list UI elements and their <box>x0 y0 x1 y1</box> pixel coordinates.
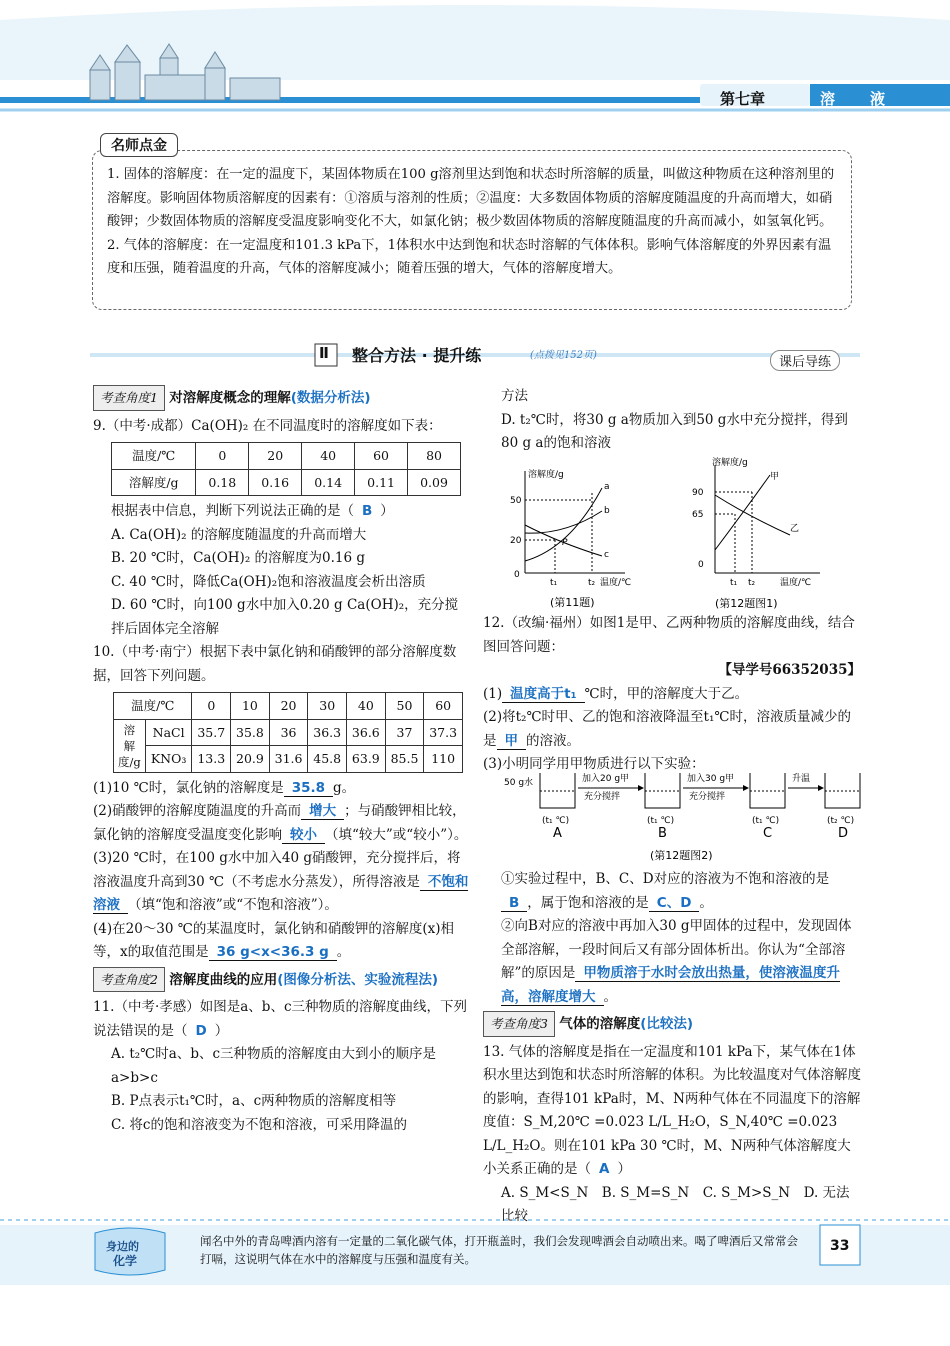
q9-option: A. Ca(OH)₂ 的溶解度随温度的升高而增大 <box>111 526 367 543</box>
q12-2-answer: 甲 <box>497 733 527 750</box>
g12-t1: t₁ <box>730 578 738 588</box>
exp-stir2: 充分搅拌 <box>689 792 726 802</box>
t9-row-cell: 0.14 <box>302 469 355 496</box>
t10-header-cell: 50 <box>385 693 424 720</box>
q10-2-answer2: 较小 <box>282 827 325 844</box>
header-decoration <box>0 0 950 125</box>
t10-nacl-cell: 35.7 <box>192 719 231 746</box>
t10-nacl-cell: 36.3 <box>308 719 347 746</box>
section-tag: 课后导练 <box>770 350 840 371</box>
exp-C: C <box>763 826 773 841</box>
t10-nacl-cell: 36.6 <box>347 719 386 746</box>
t9-row-cell: 0.16 <box>249 469 302 496</box>
t9-row-cell: 0.09 <box>408 469 461 496</box>
g12-y65: 65 <box>692 510 704 520</box>
q9-answer: B <box>362 503 373 519</box>
right-column-3: ①实验过程中，B、C、D对应的溶液为不饱和溶液的是B ，属于饱和溶液的是 C、D 。 ②向B对应的溶液中再加入30 g甲固体的过程中，发现固体全部溶解，一段时间后又有部分固体析出。你认为“全部溶解”的原因是 甲物质溶于水时会放出热量，使溶液温度升高，溶解度增大 。 考查角度3 气体的溶解度(比较法) 13. 气体的溶解度是指在一定温度和101 kPa下，某气体在1体积水里达到饱和状态时所溶解的体积。为比较温度对气体溶解度的影响，查得101 kPa时，M、N两种气体在不同温度下的溶解度值：S_M,20℃ =0.023 L/L_H₂O，S_N,40℃ =0.023 L/L_H₂O。则在101 kPa 30 ℃时，M、N两种气体溶解度大小关系正确的是（ A ） A. S_M<S_N B. S_M=S_N C. S_M>S_N D. 无法比较 <box>483 868 861 1229</box>
g12-t2: t₂ <box>748 578 756 588</box>
t9-header-cell: 60 <box>355 443 408 470</box>
beaker-b <box>645 773 680 808</box>
exp-water: 50 g水 <box>504 778 534 788</box>
angle3-title: 气体的溶解度 <box>559 1016 641 1032</box>
tip-box <box>92 150 852 310</box>
t9-header-cell: 80 <box>408 443 461 470</box>
g11-c: c <box>604 550 609 560</box>
graph-q11 <box>500 463 650 613</box>
g12-y0: 0 <box>698 560 704 570</box>
q10-3-answer: 不饱和溶液 <box>93 873 469 913</box>
section-ref: (点拨见152页) <box>530 350 597 361</box>
q10-2-end: （填“较大”或“较小”）。 <box>325 826 468 843</box>
t9-row-cell: 0.11 <box>355 469 408 496</box>
t9-header-cell: 温度/℃ <box>112 443 196 470</box>
section-number: Ⅱ <box>319 344 329 362</box>
q13-text: 13. 气体的溶解度是指在一定温度和101 kPa下，某气体在1体积水里达到饱和状态时所溶解的体积。为比较温度对气体溶解度的影响，查得101 kPa时，M、N两种气体在不同温度下的溶解度值：S_M,20℃ =0.023 L/L_H₂O，S_N,40℃ =0.023 L/L_H₂O。则在101 kPa 30 ℃时，M、N两种气体溶解度大小关系正确的是（ <box>483 1043 861 1177</box>
q13-answer: A <box>599 1161 610 1177</box>
angle2-tag: 考查角度2 <box>93 967 165 993</box>
angle1-title: 对溶解度概念的理解 <box>169 390 291 406</box>
q9-text: 9.（中考·成都）Ca(OH)₂ 在不同温度时的溶解度如下表： <box>93 417 442 434</box>
g11-curve-b <box>525 511 602 533</box>
g12-y90: 90 <box>692 488 704 498</box>
q11-option: B. P点表示t₁℃时，a、c两种物质的溶解度相等 <box>111 1093 397 1109</box>
exp-B: B <box>658 826 667 841</box>
t10-kno3-cell: 85.5 <box>385 746 424 773</box>
q12-3-1: ①实验过程中，B、C、D对应的溶液为不饱和溶液的是 <box>501 871 830 887</box>
q10-1: (1)10 ℃时，氯化钠的溶解度是 <box>93 779 284 796</box>
g12-ylabel: 溶解度/g <box>712 458 748 468</box>
q10-4-end: 。 <box>336 944 351 960</box>
g11-t1: t₁ <box>550 578 558 588</box>
g11-y50: 50 <box>510 496 522 506</box>
t10-header-cell: 30 <box>308 693 347 720</box>
tip-paragraph-2: 2. 气体的溶解度：在一定温度和101.3 kPa下，1体积水中达到饱和状态时溶解的气体体积。影响气体溶解度的外界因素有温度和压强，随着温度的升高，气体的溶解度减小；随着压强的增大，气体的溶解度增大。 <box>107 237 832 276</box>
g11-y20: 20 <box>510 536 522 546</box>
t10-kno3-cell: 45.8 <box>308 746 347 773</box>
q9-option: D. 60 ℃时，向100 g水中加入0.20 g Ca(OH)₂，充分搅拌后固体完全溶解 <box>111 597 459 637</box>
exp-D: D <box>838 826 849 841</box>
g11-ylabel: 溶解度/g <box>528 470 564 480</box>
t10-nacl-cell: 36 <box>269 719 308 746</box>
beaker-a <box>540 773 575 808</box>
exp-add2: 加入30 g甲 <box>687 774 735 784</box>
g11-b: b <box>604 506 610 516</box>
q9-option: C. 40 ℃时，降低Ca(OH)₂饱和溶液温度会析出溶质 <box>111 573 426 590</box>
g11-t2: t₂ <box>588 578 596 588</box>
tip-label: 名师点金 <box>100 133 178 157</box>
q12-3-2: ②向B对应的溶液中再加入30 g甲固体的过程中，发现固体全部溶解，一段时间后又有部分固体析出。你认为“全部溶解”的原因是 <box>501 918 852 981</box>
q12-text: 12.（改编·福州）如图1是甲、乙两种物质的溶解度曲线，结合图回答问题： <box>483 615 855 655</box>
tip-paragraph-1: 1. 固体的溶解度：在一定的温度下，某固体物质在100 g溶剂里达到饱和状态时所溶解的质量，叫做这种物质在这种溶剂里的溶解度。影响固体物质溶解度的因素有：①溶质与溶剂的性质；②温度：大多数固体物质的溶解度随温度的升高而增大，如硝酸钾；少数固体物质的溶解度受温度影响变化不大，如氯化钠；极少数固体物质的溶解度随温度的升高而减小，如氢氧化钙。 <box>107 167 835 229</box>
q12-code: 【导学号66352035】 <box>718 662 861 678</box>
footer-text: 闻名中外的青岛啤酒内溶有一定量的二氧化碳气体，打开瓶盖时，我们会发现啤酒会自动喷出来。喝了啤酒后又常常会打嗝，这说明气体在水中的溶解度与压强和温度有关。 <box>200 1234 798 1266</box>
t10-kno3-cell: KNO₃ <box>145 746 192 773</box>
t9-header-cell: 40 <box>302 443 355 470</box>
q12-3: (3)小明同学用甲物质进行以下实验： <box>483 756 705 772</box>
exp-tB: (t₁ ℃) <box>647 816 675 826</box>
q12-2: (2)将t₂℃时甲、乙的饱和溶液降温至t₁℃时，溶液质量减少的是 <box>483 709 851 749</box>
g12-xlabel: 温度/℃ <box>780 578 812 588</box>
q10-1-end: g。 <box>333 779 356 796</box>
t9-row-cell: 0.18 <box>196 469 249 496</box>
angle3-tag: 考查角度3 <box>483 1011 555 1037</box>
q11-options <box>93 1043 471 1137</box>
q12-3-2-answer: 甲物质溶于水时会放出热量，使溶液温度升高，溶解度增大 <box>501 965 840 1005</box>
g12-jia: 甲 <box>770 472 780 482</box>
q9-option: B. 20 ℃时，Ca(OH)₂ 的溶解度为0.16 g <box>111 550 366 566</box>
q10-3: (3)20 ℃时，在100 g水中加入40 g硝酸钾，充分搅拌后，将溶液温度升高到30 ℃（不考虑水分蒸发），所得溶液是 <box>93 850 461 890</box>
t10-header-cell: 60 <box>424 693 463 720</box>
q10-2: (2)硝酸钾的溶解度随温度的升高而 <box>93 803 302 819</box>
exp-heat: 升温 <box>792 774 811 784</box>
q12-3-1-answer2: C、D <box>649 895 700 912</box>
g11-curve-a <box>525 488 602 561</box>
q10-4-answer: 36 g<x<36.3 g <box>209 944 337 961</box>
q11-option: A. t₂℃时a、b、c三种物质的溶解度由大到小的顺序是a>b>c <box>111 1046 437 1086</box>
angle3-method: (比较法) <box>640 1016 694 1032</box>
right-column-2: 12.（改编·福州）如图1是甲、乙两种物质的溶解度曲线，结合图回答问题： 【导学号66352035】 (1) 温度高于t₁ ℃时，甲的溶解度大于乙。 (2)将t₂℃时甲、乙的饱和溶液降温至t₁℃时，溶液质量减少的是 甲 的溶液。 (3)小明同学用甲物质进行以下实验： <box>483 612 861 777</box>
exp-tA: (t₁ ℃) <box>542 816 570 826</box>
graph-q12 <box>690 455 860 613</box>
t9-row-cell: 溶解度/g <box>112 469 196 496</box>
angle2-title: 溶解度曲线的应用 <box>169 971 278 988</box>
footer-badge-1: 身边的 <box>106 1240 139 1253</box>
q9-options <box>93 524 471 642</box>
chapter-number: 第七章 <box>720 90 766 108</box>
exp-tC: (t₁ ℃) <box>752 816 780 826</box>
t9-header-cell: 20 <box>249 443 302 470</box>
q12-1-answer: 温度高于t₁ <box>502 686 584 703</box>
t10-nacl-cell: 35.8 <box>231 719 270 746</box>
angle1-method: (数据分析法) <box>290 390 371 406</box>
q11-option: C. 将c的饱和溶液变为不饱和溶液，可采用降温的 <box>111 1116 407 1133</box>
table-q10 <box>113 692 463 773</box>
q12-3-1-mid: ，属于饱和溶液的是 <box>527 894 649 911</box>
exp-add1: 加入20 g甲 <box>582 774 630 784</box>
q11-option-d: D. t₂℃时，将30 g a物质加入到50 g水中充分搅拌，得到80 g a的饱和溶液 <box>501 411 848 451</box>
t10-header-cell: 40 <box>347 693 386 720</box>
t10-kno3-cell: 63.9 <box>347 746 386 773</box>
t10-nacl-cell: 37 <box>385 719 424 746</box>
experiment-diagram <box>500 763 870 868</box>
footer-badge-2: 化学 <box>113 1254 138 1268</box>
right-column <box>483 385 861 456</box>
g11-P: P <box>562 538 568 548</box>
q12-1: ℃时，甲的溶解度大于乙。 <box>584 685 749 702</box>
q10-4: (4)在20～30 ℃的某温度时，氯化钠和硝酸钾的溶解度(x)相等，x的取值范围是 <box>93 920 455 960</box>
q11-text: 11.（中考·孝感）如图是a、b、c三种物质的溶解度曲线，下列说法错误的是（ <box>93 999 468 1039</box>
t10-header-cell: 0 <box>192 693 231 720</box>
beaker-c <box>750 773 785 808</box>
chapter-title: 溶 液 <box>820 90 896 108</box>
g11-xlabel: 温度/℃ <box>600 578 632 588</box>
q12-3-1-end: 。 <box>699 894 713 911</box>
q12-2-end: 的溶液。 <box>526 732 580 749</box>
t10-header-cell: 温度/℃ <box>114 693 192 720</box>
exp-tD: (t₂ ℃) <box>827 816 855 826</box>
q10-3-end: （填“饱和溶液”或“不饱和溶液”）。 <box>128 897 338 913</box>
g11-a: a <box>604 482 610 492</box>
table-q9 <box>111 442 461 496</box>
t10-kno3-cell: 20.9 <box>231 746 270 773</box>
angle2-method: (图像分析法、实验流程法) <box>277 971 439 988</box>
q12-3-2-end: 。 <box>603 988 617 1005</box>
section-title: 整合方法 · 提升练 <box>352 346 482 365</box>
t10-header-cell: 10 <box>231 693 270 720</box>
q9-ask: 根据表中信息，判断下列说法正确的是（ <box>111 503 354 519</box>
q11-cont: 方法 <box>501 388 528 404</box>
q10-1-answer: 35.8 <box>284 780 333 797</box>
exp-A: A <box>553 826 562 841</box>
page-number: 33 <box>830 1238 850 1254</box>
g12-yi: 乙 <box>790 524 800 534</box>
t10-label: 溶解度/g <box>114 719 146 772</box>
t10-header-cell: 20 <box>269 693 308 720</box>
exp-stir1: 充分搅拌 <box>584 792 621 802</box>
t10-nacl-cell: 37.3 <box>424 719 463 746</box>
t10-nacl-cell: NaCl <box>145 719 192 746</box>
t10-kno3-cell: 13.3 <box>192 746 231 773</box>
page-header <box>0 0 950 125</box>
g11-caption: (第11题) <box>550 596 595 609</box>
g12-curve-jia <box>715 475 770 550</box>
q12-3-1-answer: B <box>501 895 527 912</box>
t9-header-cell: 0 <box>196 443 249 470</box>
left-column: 考查角度1 对溶解度概念的理解(数据分析法) 9.（中考·成都）Ca(OH)₂ 在不同温度时的溶解度如下表： 温度/℃ 0 20 40 60 80 溶解度/g 0.18 0.16 0.14 0.11 0.09 根据表中信息，判断下列说法正确的是（ B ） A. Ca(OH)₂ 的溶解度随温度的升高而增大 B. 20 ℃时，Ca(OH)₂ 的溶解度为0.16 g C. 40 ℃时，降低Ca(OH)₂饱和溶液温度会析出溶质 D. 60 ℃时，向100 g水中加入0.20 g Ca(OH)₂，充分搅拌后固体完全溶解 10.（中考·南宁）根据下表中氯化钠和硝酸钾的部分溶解度数据，回答下列问题。 温度/℃ 0 10 20 30 40 50 60 溶解度/g NaCl 35.7 35.8 36 36.3 36.6 37 37.3 KNO₃ 13.3 20.9 31.6 45.8 63.9 85.5 110 (1)10 ℃时，氯化钠的溶解度是 35.8 g。 (2)硝酸钾的溶解度随温度的升高而 增大 ；与硝酸钾相比较，氯化钠的溶解度受温度变化影响 较小 （填“较大”或“较小”）。 (3)20 ℃时，在100 g水中加入40 g硝酸钾，充分搅拌后，将溶液温度升高到30 ℃（不考虑水分蒸发），所得溶液是 不饱和溶液 （填“饱和溶液”或“不饱和溶液”）。 (4)在20～30 ℃的某温度时，氯化钠和硝酸钾的溶解度(x)相等，x的取值范围是 36 g<x<36.3 g 。 考查角度2 溶解度曲线的应用(图像分析法、实验流程法) 11.（中考·孝感）如图是a、b、c三种物质的溶解度曲线，下列说法错误的是（ D ） A. t₂℃时a、b、c三种物质的溶解度由大到小的顺序是a>b>c B. P点表示t₁℃时，a、c两种物质的溶解度相等 C. 将c的饱和溶液变为不饱和溶液，可采用降温的 <box>93 385 471 1137</box>
t10-kno3-cell: 31.6 <box>269 746 308 773</box>
q11-answer: D <box>195 1022 207 1039</box>
angle1-tag: 考查角度1 <box>93 385 165 411</box>
exp-caption: (第12题图2) <box>650 849 713 862</box>
t10-kno3-cell: 110 <box>424 746 463 773</box>
q10-text: 10.（中考·南宁）根据下表中氯化钠和硝酸钾的部分溶解度数据，回答下列问题。 <box>93 644 457 684</box>
beaker-d <box>825 773 860 808</box>
q13-options: A. S_M<S_N B. S_M=S_N C. S_M>S_N D. 无法比较 <box>501 1184 850 1224</box>
q10-2-answer: 增大 <box>301 803 344 820</box>
g12-caption: (第12题图1) <box>715 597 778 610</box>
g11-y0: 0 <box>514 570 520 580</box>
q10-2-mid: ；与硝酸钾相比较，氯化钠的溶解度受温度变化影响 <box>93 803 466 843</box>
